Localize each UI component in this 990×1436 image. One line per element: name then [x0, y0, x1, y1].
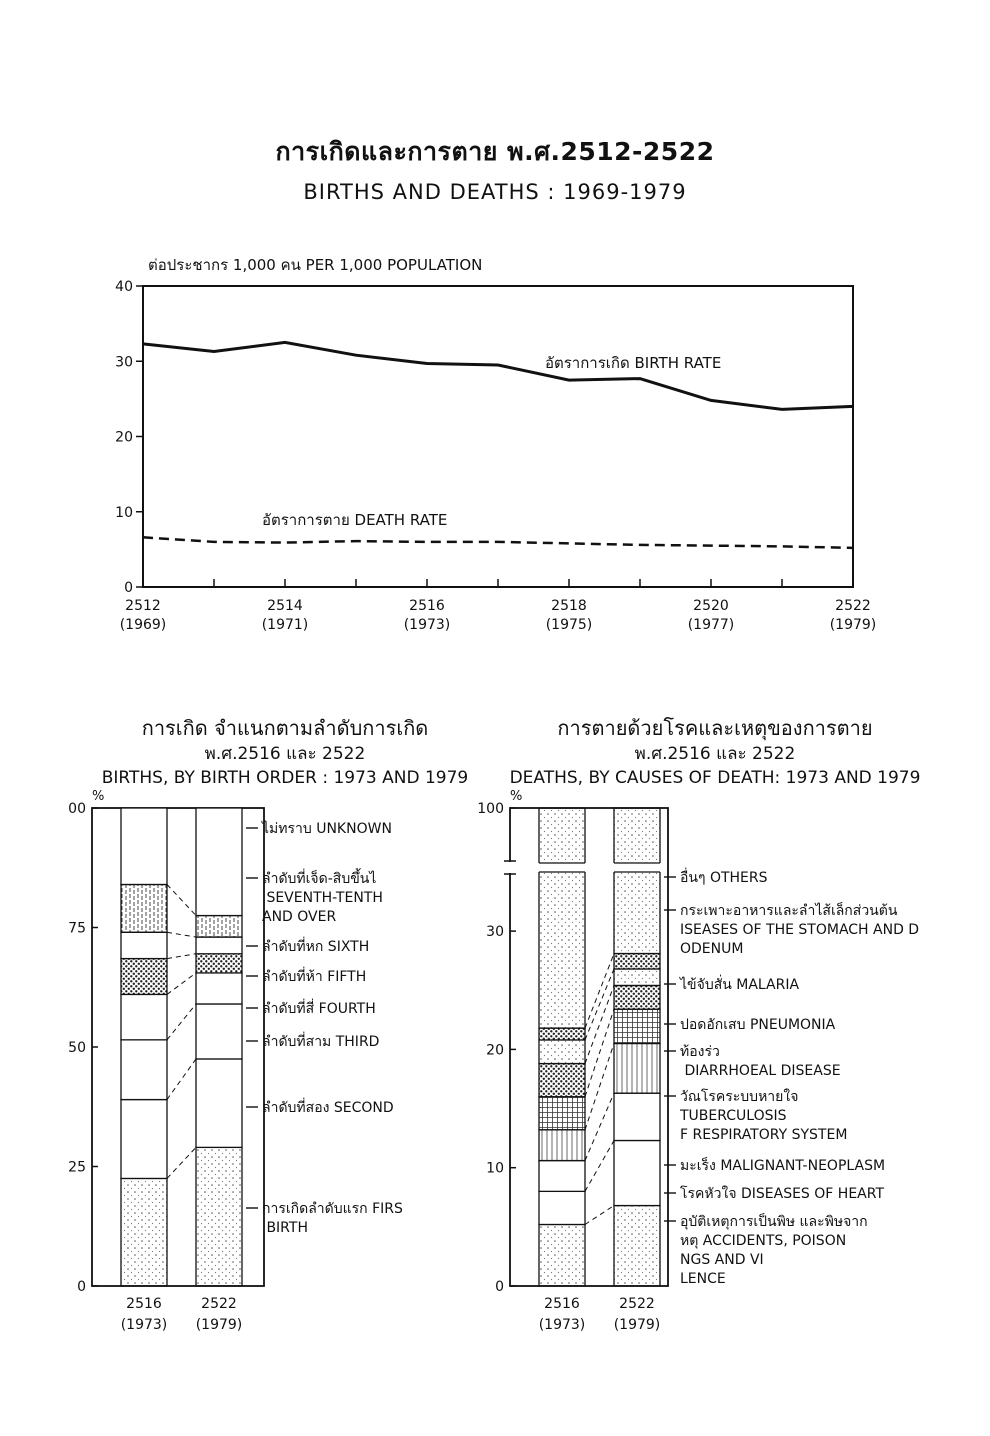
y-tick-label: 20	[486, 1042, 504, 1059]
segment-connector	[585, 969, 614, 1040]
bar-segment	[196, 973, 242, 1004]
legend-label: ไม่ทราบ UNKNOWN	[262, 821, 392, 837]
birth-rate-label: อัตราการเกิด BIRTH RATE	[545, 354, 722, 372]
segment-connector	[167, 1004, 196, 1040]
birth-rate-line	[143, 342, 853, 409]
y-tick-label: 0	[77, 1279, 86, 1295]
segment-connector	[585, 1140, 614, 1191]
bar-segment	[539, 1028, 585, 1040]
births-chart-title: BIRTHS, BY BIRTH ORDER : 1973 AND 1979	[101, 768, 469, 788]
y-tick-label: 25	[68, 1159, 86, 1176]
x-category-sublabel: (1979)	[195, 1317, 243, 1333]
bar-segment	[196, 1004, 242, 1059]
death-rate-label: อัตราการตาย DEATH RATE	[262, 511, 448, 529]
bar-segment	[614, 986, 660, 1010]
bar-segment	[121, 1100, 167, 1179]
legend-label: กระเพาะอาหารและลำไส้เล็กส่วนต้น ISEASES OF THE STOMACH AND D ODENUM	[680, 903, 920, 957]
x-category-label: 2522	[201, 1296, 237, 1312]
bar-segment	[121, 884, 167, 932]
deaths-chart-title-thai: การตายด้วยโรคและเหตุของการตาย	[557, 716, 873, 740]
bar-segment	[196, 954, 242, 973]
bar-segment	[121, 808, 167, 884]
bar-segment	[539, 1224, 585, 1286]
legend-label: ลำดับที่สอง SECOND	[262, 1100, 394, 1116]
deaths-percent-label: %	[510, 789, 523, 804]
bar-segment	[614, 1009, 660, 1043]
bar-segment	[614, 1093, 660, 1140]
legend-label: มะเร็ง MALIGNANT-NEOPLASM	[680, 1158, 886, 1174]
x-tick-label: 2512	[125, 598, 161, 614]
bar-segment	[196, 808, 242, 916]
x-tick-label: 2520	[693, 598, 729, 614]
x-tick-sublabel: (1979)	[829, 617, 877, 633]
segment-connector	[167, 884, 196, 915]
bar-segment	[614, 969, 660, 986]
bar-segment	[614, 954, 660, 969]
births-by-order-chart	[68, 789, 403, 1333]
legend-label: ไข้จับสั่น MALARIA	[680, 977, 800, 993]
legend-label: ลำดับที่สี่ FOURTH	[262, 1001, 376, 1017]
y-tick-label: 10	[115, 504, 133, 521]
bar-break-gap	[537, 863, 587, 872]
legend-label: วัณโรคระบบหายใจ TUBERCULOSIS F RESPIRATORY SYSTEM	[680, 1089, 848, 1143]
y-tick-label: 50	[68, 1040, 86, 1056]
x-tick-sublabel: (1971)	[261, 617, 309, 633]
y-tick-label: 0	[495, 1279, 504, 1295]
axis-break-gap	[505, 862, 515, 873]
y-tick-label: 30	[486, 924, 504, 941]
deaths-chart-title: DEATHS, BY CAUSES OF DEATH: 1973 AND 1979	[509, 768, 921, 788]
legend-label: ปอดอักเสบ PNEUMONIA	[680, 1017, 836, 1033]
segment-connector	[167, 954, 196, 959]
bar-segment	[539, 1097, 585, 1130]
x-tick-sublabel: (1969)	[119, 617, 167, 633]
births-chart-title-thai: การเกิด จำแนกตามลำดับการเกิด	[141, 716, 429, 740]
y-tick-label: 40	[115, 279, 133, 295]
bar-segment	[539, 1064, 585, 1097]
x-tick-label: 2518	[551, 598, 587, 614]
bar-segment	[121, 1178, 167, 1286]
y-tick-label: 0	[124, 580, 133, 596]
births-percent-label: %	[92, 789, 105, 804]
x-tick-sublabel: (1975)	[545, 617, 593, 633]
segment-connector	[585, 954, 614, 1029]
segment-connector	[167, 1059, 196, 1100]
bar-segment	[121, 932, 167, 958]
bar-segment	[614, 808, 660, 954]
legend-label: การเกิดลำดับแรก FIRS BIRTH	[262, 1201, 403, 1236]
legend-label: อุบัติเหตุการเป็นพิษ และพิษจากหตุ ACCIDENTS, POISON NGS AND VI LENCE	[680, 1214, 868, 1287]
segment-connector	[167, 932, 196, 937]
death-rate-line	[143, 537, 853, 548]
births-chart-subtitle-thai: พ.ศ.2516 และ 2522	[204, 744, 366, 764]
legend-label: ลำดับที่หก SIXTH	[262, 939, 370, 955]
x-tick-label: 2514	[267, 598, 303, 614]
bar-segment	[121, 1040, 167, 1100]
legend-label: ลำดับที่ห้า FIFTH	[262, 969, 367, 985]
page-title-english: BIRTHS AND DEATHS : 1969-1979	[303, 180, 687, 204]
bar-break-gap	[612, 863, 662, 872]
segment-connector	[585, 1093, 614, 1160]
x-category-label: 2516	[544, 1296, 580, 1312]
x-tick-label: 2516	[409, 598, 445, 614]
segment-connector	[585, 1206, 614, 1225]
bar-segment	[614, 1043, 660, 1093]
x-category-label: 2522	[619, 1296, 655, 1312]
deaths-chart-subtitle-thai: พ.ศ.2516 และ 2522	[634, 744, 796, 764]
bar-segment	[121, 959, 167, 995]
bar-segment	[539, 1040, 585, 1064]
bar-segment	[121, 994, 167, 1039]
legend-label: อื่นๆ OTHERS	[680, 870, 768, 886]
legend-label: ลำดับที่เจ็ด-สิบขึ้นไ SEVENTH-TENTH AND OVER	[262, 871, 383, 925]
segment-connector	[167, 1147, 196, 1178]
deaths-by-cause-chart	[477, 789, 919, 1333]
y-tick-label: 00	[68, 801, 86, 817]
x-tick-label: 2522	[835, 598, 871, 614]
bar-segment	[539, 1191, 585, 1224]
x-tick-sublabel: (1977)	[687, 617, 735, 633]
y-tick-label: 30	[115, 354, 133, 371]
bar-segment	[614, 1140, 660, 1205]
legend-label: ท้องร่ว DIARRHOEAL DISEASE	[680, 1044, 841, 1079]
y-tick-label: 10	[486, 1160, 504, 1177]
page-title-thai: การเกิดและการตาย พ.ศ.2512-2522	[275, 137, 715, 166]
legend-label: โรคหัวใจ DISEASES OF HEART	[680, 1186, 885, 1202]
segment-connector	[167, 973, 196, 995]
bar-segment	[614, 1206, 660, 1286]
bar-segment	[196, 916, 242, 938]
x-category-sublabel: (1979)	[613, 1317, 661, 1333]
line-chart-y-axis-label: ต่อประชากร 1,000 คน PER 1,000 POPULATION	[148, 256, 483, 274]
bar-segment	[539, 808, 585, 1028]
x-category-label: 2516	[126, 1296, 162, 1312]
y-tick-label: 20	[115, 429, 133, 446]
bar-segment	[196, 1059, 242, 1147]
x-category-sublabel: (1973)	[120, 1317, 168, 1333]
y-tick-label: 100	[477, 801, 504, 817]
segment-connector	[585, 1043, 614, 1129]
axis-break-icon	[504, 861, 516, 874]
bar-segment	[539, 1130, 585, 1161]
y-tick-label: 75	[68, 920, 86, 937]
x-tick-sublabel: (1973)	[403, 617, 451, 633]
bar-segment	[539, 1161, 585, 1192]
birth-death-rate-line-chart	[115, 256, 876, 633]
legend-label: ลำดับที่สาม THIRD	[262, 1034, 380, 1050]
bar-segment	[196, 1147, 242, 1286]
bar-segment	[196, 937, 242, 954]
x-category-sublabel: (1973)	[538, 1317, 586, 1333]
